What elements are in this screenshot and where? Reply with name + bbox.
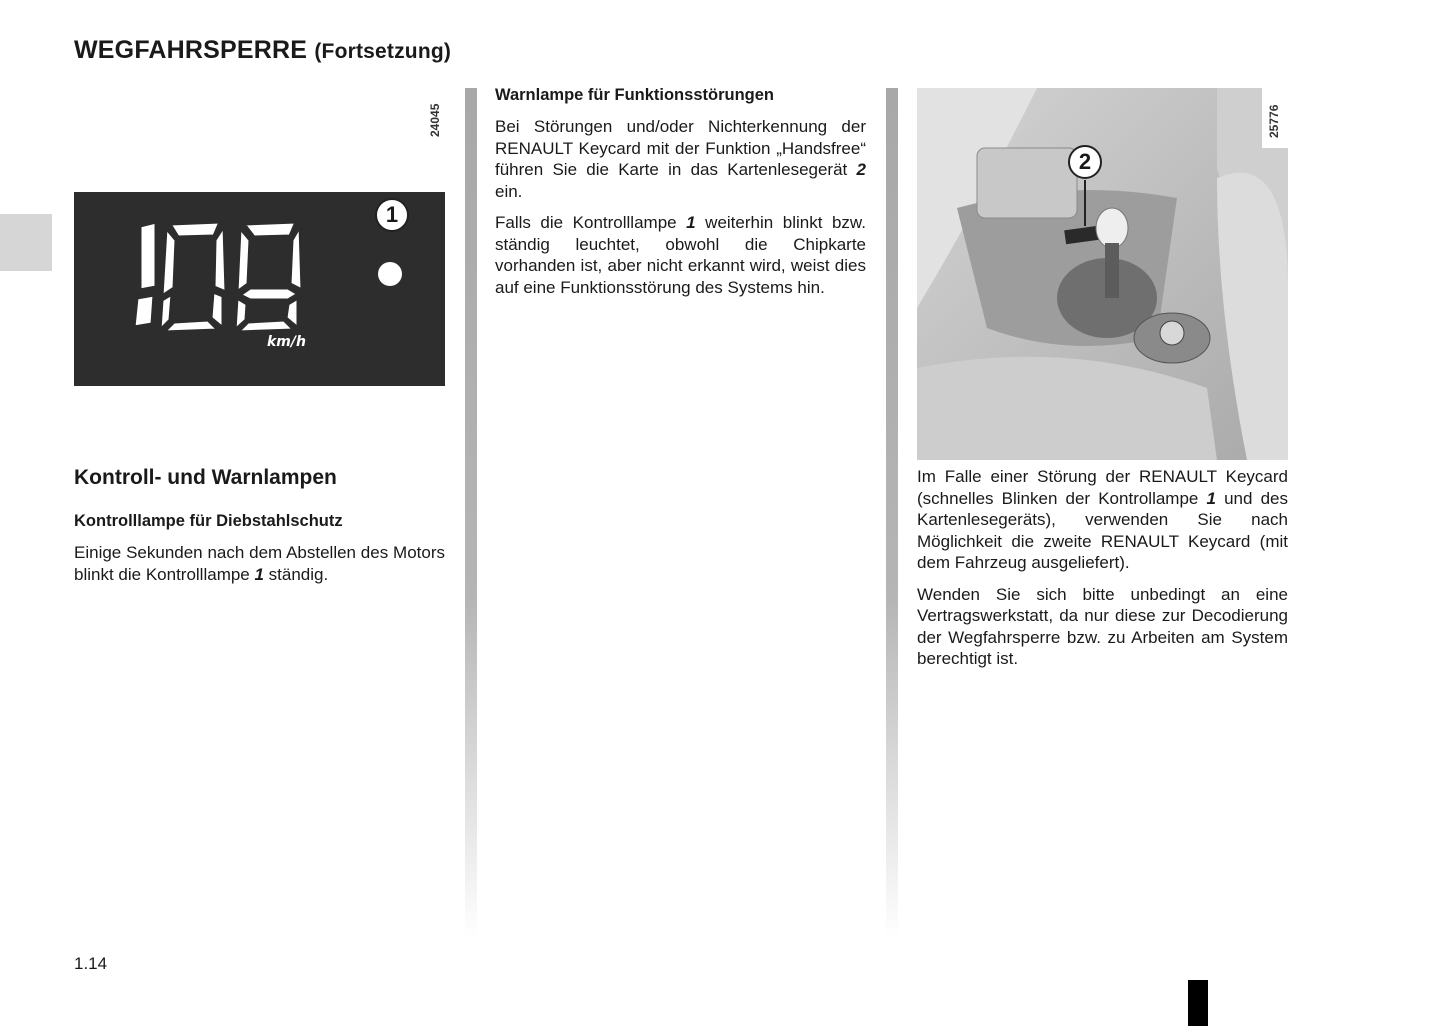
speed-unit-label: km/h xyxy=(267,334,306,350)
column-divider-left xyxy=(465,88,477,938)
title-continuation: (Fortsetzung) xyxy=(314,40,452,63)
theft-lamp-paragraph xyxy=(74,542,445,595)
text-segment: weiterhin blinkt bzw. ständig leuchtet, obwohl die Chipkarte vorhanden ist, aber nicht erkannt wird, weist dies auf eine Funktionsstörung des Systems hin. xyxy=(495,213,866,297)
malfunction-paragraphs xyxy=(495,116,866,308)
keycard-fault-paragraphs xyxy=(917,466,1288,680)
text-segment: ständig. xyxy=(263,564,329,584)
text-segment: Bei Störungen und/oder Nichterkennung der RENAULT Keycard mit der Funktion „Handsfree“ führen Sie die Karte in das Kartenlesegerät xyxy=(495,117,866,179)
ref-1: 1 xyxy=(1206,488,1216,508)
section-heading: Kontroll- und Warnlampen xyxy=(74,466,337,489)
console-illustration xyxy=(917,88,1288,460)
chapter-tab xyxy=(0,214,52,271)
callout-1: 1 xyxy=(375,198,409,232)
column-divider-right xyxy=(886,88,898,938)
text-segment: Im Falle einer Störung der RENAULT Keycard (schnelles Blinken der Kontrollampe xyxy=(917,467,1288,508)
text-segment: Falls die Kontrolllampe xyxy=(495,213,687,232)
text-segment: und des Kartenlesegeräts), verwenden Sie nach Möglichkeit die zweite RENAULT Keycard (mit dem Fahrzeug ausgeliefert). xyxy=(917,488,1288,572)
page-number: 1.14 xyxy=(74,954,108,973)
subsection-heading-malfunction: Warnlampe für Funktionsstörungen xyxy=(495,86,774,104)
thumb-index-mark xyxy=(1188,980,1208,1026)
ref-1: 1 xyxy=(254,564,264,584)
title-main: WEGFAHRSPERRE xyxy=(74,36,308,64)
ref-2: 2 xyxy=(856,160,866,179)
page-title xyxy=(74,36,451,65)
workshop-paragraph: Wenden Sie sich bitte unbedingt an eine Vertragswerkstatt, da nur diese zur Decodierung der Wegfahrsperre bzw. zu Arbeiten am System berechtigt ist. xyxy=(917,584,1288,668)
figure-code-1: 24045 xyxy=(428,103,442,137)
subsection-heading-theft: Kontrolllampe für Diebstahlschutz xyxy=(74,512,343,530)
text-segment: Einige Sekunden nach dem Abstellen des Motors blinkt die Kontrolllampe xyxy=(74,543,445,584)
text-segment: ein. xyxy=(495,181,523,201)
card-reader-photo xyxy=(917,88,1288,460)
figure-code-2: 25776 xyxy=(1267,104,1281,138)
speedometer-display-figure xyxy=(74,192,445,386)
callout-2-leader xyxy=(1084,180,1086,226)
warning-lamp-indicator xyxy=(378,262,402,286)
ref-1: 1 xyxy=(686,213,696,232)
callout-2: 2 xyxy=(1068,145,1102,179)
